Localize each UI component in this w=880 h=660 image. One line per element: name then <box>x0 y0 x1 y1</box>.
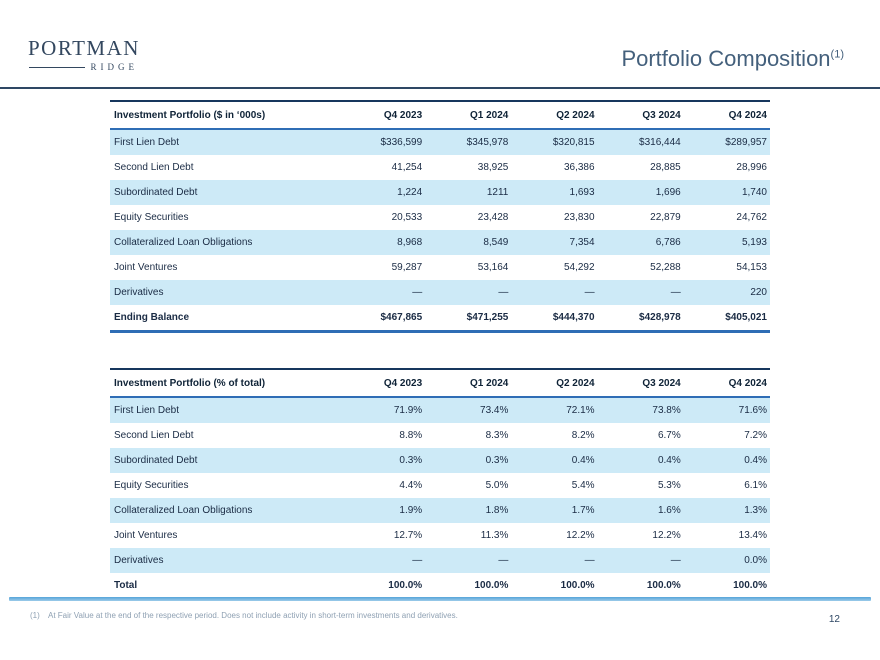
cell-value: 22,879 <box>650 212 681 223</box>
cell-value: 38,925 <box>477 162 509 173</box>
cell-value: 1,224 <box>397 187 423 198</box>
cell-value: $428,978 <box>598 305 684 332</box>
cell-value: 100.0% <box>511 573 597 600</box>
row-label: First Lien Debt <box>114 137 180 148</box>
cell-value: 4.4% <box>399 480 423 491</box>
cell-value: 13.4% <box>738 530 767 541</box>
table-row <box>110 280 770 305</box>
cell-value: 0.4% <box>744 455 767 466</box>
cell-value: 41,254 <box>391 162 423 173</box>
table-row <box>110 180 770 205</box>
table-row <box>110 230 770 255</box>
investment-portfolio-percent-table <box>110 368 770 601</box>
cell-value: 71.6% <box>738 405 767 416</box>
footnote <box>30 611 458 620</box>
table-title-header: Investment Portfolio ($ in ‘000s) <box>110 101 339 129</box>
logo-secondary-text: RIDGE <box>90 62 138 72</box>
cell-value: $467,865 <box>339 305 425 332</box>
cell-value: 220 <box>750 287 767 298</box>
cell-value: $405,021 <box>684 305 770 332</box>
cell-value: 8,549 <box>483 237 509 248</box>
investment-portfolio-dollars-table <box>110 100 770 333</box>
cell-value: 1.3% <box>744 505 767 516</box>
cell-value: 0.4% <box>657 455 681 466</box>
table-row <box>110 473 770 498</box>
cell-value: 23,830 <box>563 212 595 223</box>
cell-value: $320,815 <box>552 137 595 148</box>
row-label: First Lien Debt <box>114 405 180 416</box>
quarter-column-header: Q2 2024 <box>511 101 597 129</box>
cell-value: 1.7% <box>571 505 595 516</box>
cell-value: 0.3% <box>485 455 509 466</box>
cell-value: $316,444 <box>639 137 681 148</box>
cell-value: 12.7% <box>393 530 423 541</box>
row-label: Ending Balance <box>110 305 339 332</box>
logo-secondary-row <box>28 62 138 72</box>
quarter-column-header: Q3 2024 <box>598 369 684 397</box>
cell-value: $345,978 <box>466 137 509 148</box>
cell-value: 8.8% <box>399 430 423 441</box>
cell-value: 100.0% <box>684 573 770 600</box>
row-label: Joint Ventures <box>114 262 178 273</box>
table-row <box>110 523 770 548</box>
footnote-marker: (1) <box>30 611 40 620</box>
slide-title-text: Portfolio Composition <box>621 46 831 71</box>
table-row <box>110 548 770 573</box>
cell-value: — <box>498 555 509 566</box>
cell-value: 73.8% <box>652 405 681 416</box>
page-number: 12 <box>828 614 840 625</box>
table-row <box>110 423 770 448</box>
cell-value: 7.2% <box>744 430 767 441</box>
cell-value: 1,696 <box>655 187 681 198</box>
row-label: Total <box>110 573 339 600</box>
footnote-text: At Fair Value at the end of the respective period. Does not include activity in short-term investments and derivatives. <box>48 611 458 620</box>
cell-value: 71.9% <box>393 405 423 416</box>
cell-value: — <box>584 555 595 566</box>
table-row <box>110 573 770 600</box>
cell-value: $336,599 <box>380 137 423 148</box>
cell-value: — <box>670 287 681 298</box>
table-row <box>110 305 770 332</box>
cell-value: 5.4% <box>571 480 595 491</box>
cell-value: 1.6% <box>657 505 681 516</box>
cell-value: 6.7% <box>657 430 681 441</box>
cell-value: 6,786 <box>655 237 681 248</box>
cell-value: 6.1% <box>744 480 767 491</box>
cell-value: 0.3% <box>399 455 423 466</box>
cell-value: — <box>498 287 509 298</box>
row-label: Second Lien Debt <box>114 162 194 173</box>
row-label: Joint Ventures <box>114 530 178 541</box>
cell-value: 0.4% <box>571 455 595 466</box>
table-row <box>110 129 770 155</box>
cell-value: $289,957 <box>725 137 767 148</box>
row-label: Derivatives <box>114 555 164 566</box>
row-label: Equity Securities <box>114 212 189 223</box>
row-label: Equity Securities <box>114 480 189 491</box>
cell-value: 23,428 <box>477 212 509 223</box>
quarter-column-header: Q4 2023 <box>339 369 425 397</box>
cell-value: — <box>412 555 423 566</box>
row-label: Collateralized Loan Obligations <box>114 237 253 248</box>
cell-value: 100.0% <box>598 573 684 600</box>
cell-value: 12.2% <box>652 530 681 541</box>
footer-divider <box>9 597 871 601</box>
cell-value: 1,740 <box>741 187 767 198</box>
quarter-column-header: Q4 2024 <box>684 101 770 129</box>
cell-value: — <box>670 555 681 566</box>
cell-value: 11.3% <box>480 530 509 541</box>
cell-value: 5.0% <box>485 480 509 491</box>
row-label: Collateralized Loan Obligations <box>114 505 253 516</box>
row-label: Subordinated Debt <box>114 187 198 198</box>
cell-value: — <box>412 287 423 298</box>
cell-value: 28,885 <box>650 162 681 173</box>
cell-value: 100.0% <box>339 573 425 600</box>
cell-value: — <box>584 287 595 298</box>
cell-value: 28,996 <box>736 162 767 173</box>
cell-value: 1211 <box>486 187 509 198</box>
cell-value: 72.1% <box>566 405 595 416</box>
cell-value: 0.0% <box>744 555 767 566</box>
cell-value: 73.4% <box>480 405 509 416</box>
logo-primary-text: PORTMAN <box>28 36 140 60</box>
cell-value: 54,292 <box>563 262 595 273</box>
header-divider <box>0 87 880 89</box>
cell-value: 54,153 <box>736 262 767 273</box>
table-row <box>110 397 770 423</box>
quarter-column-header: Q1 2024 <box>425 369 511 397</box>
quarter-column-header: Q4 2024 <box>684 369 770 397</box>
portman-ridge-logo <box>28 36 138 72</box>
quarter-column-header: Q1 2024 <box>425 101 511 129</box>
cell-value: 53,164 <box>477 262 509 273</box>
cell-value: 8.2% <box>571 430 595 441</box>
cell-value: 100.0% <box>425 573 511 600</box>
cell-value: 59,287 <box>391 262 423 273</box>
table-row <box>110 448 770 473</box>
quarter-column-header: Q4 2023 <box>339 101 425 129</box>
row-label: Derivatives <box>114 287 164 298</box>
slide-title-footnote-ref: (1) <box>830 48 844 61</box>
table-title-header: Investment Portfolio (% of total) <box>110 369 339 397</box>
header-row <box>110 369 770 397</box>
header-row <box>110 101 770 129</box>
cell-value: 24,762 <box>736 212 767 223</box>
cell-value: 1.9% <box>399 505 423 516</box>
row-label: Second Lien Debt <box>114 430 194 441</box>
cell-value: 1.8% <box>485 505 509 516</box>
cell-value: 20,533 <box>391 212 423 223</box>
quarter-column-header: Q3 2024 <box>598 101 684 129</box>
table-row <box>110 155 770 180</box>
table-row <box>110 255 770 280</box>
tables-container <box>110 100 770 601</box>
cell-value: 1,693 <box>569 187 595 198</box>
cell-value: 52,288 <box>650 262 681 273</box>
logo-rule <box>29 67 85 68</box>
row-label: Subordinated Debt <box>114 455 198 466</box>
cell-value: 8.3% <box>485 430 509 441</box>
cell-value: 5.3% <box>657 480 681 491</box>
cell-value: 36,386 <box>563 162 595 173</box>
cell-value: 12.2% <box>566 530 595 541</box>
quarter-column-header: Q2 2024 <box>511 369 597 397</box>
cell-value: $444,370 <box>511 305 597 332</box>
slide-title <box>621 46 844 72</box>
table-row <box>110 205 770 230</box>
cell-value: 8,968 <box>397 237 423 248</box>
table-row <box>110 498 770 523</box>
cell-value: $471,255 <box>425 305 511 332</box>
cell-value: 7,354 <box>569 237 595 248</box>
cell-value: 5,193 <box>741 237 767 248</box>
